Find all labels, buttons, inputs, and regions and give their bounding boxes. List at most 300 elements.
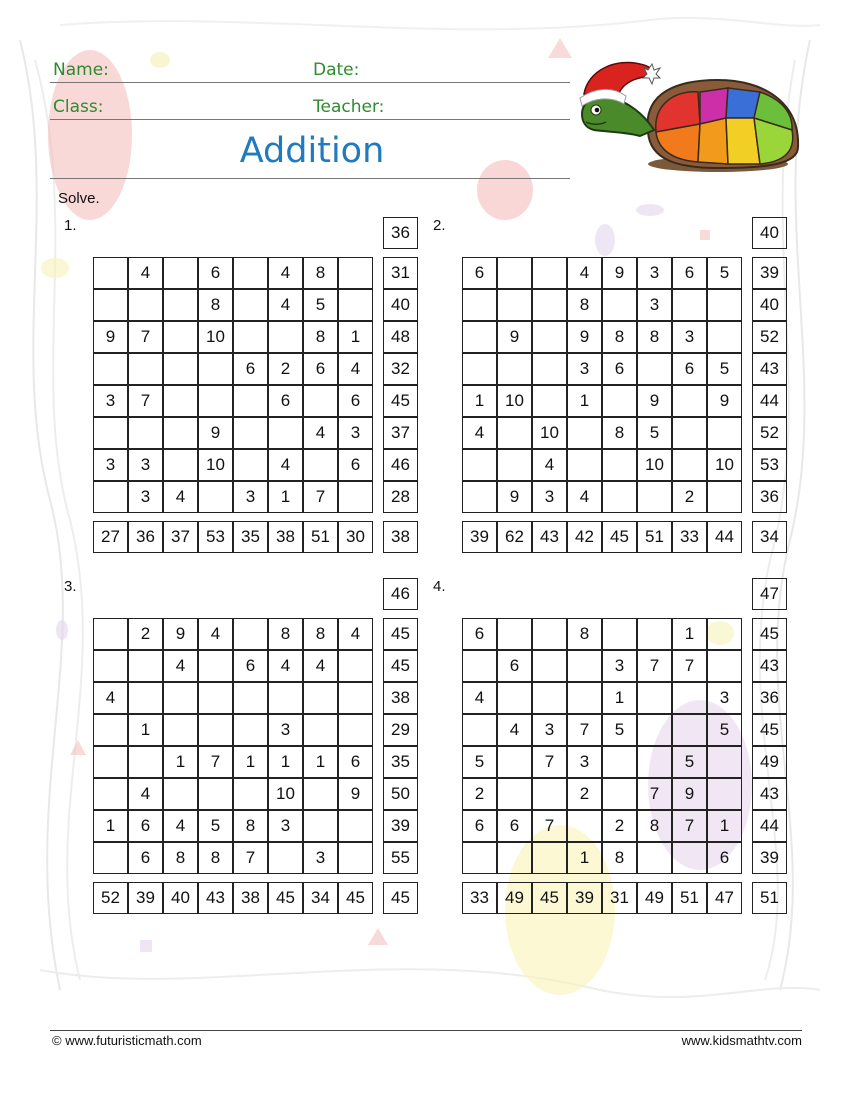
grid-cell[interactable] [602, 449, 637, 481]
grid-cell[interactable] [497, 618, 532, 650]
grid-cell[interactable] [602, 778, 637, 810]
grid-cell: 7 [303, 481, 338, 513]
grid-cell[interactable] [707, 778, 742, 810]
class-label: Class: [53, 97, 104, 117]
grid-cell[interactable] [462, 289, 497, 321]
grid-cell[interactable] [532, 257, 567, 289]
row-sum-cell: 38 [383, 682, 418, 714]
grid-cell[interactable] [637, 618, 672, 650]
grid-cell[interactable] [128, 289, 163, 321]
total-sum-cell: 45 [383, 882, 418, 914]
grid-cell[interactable] [198, 385, 233, 417]
grid-cell: 1 [163, 746, 198, 778]
grid-cell: 1 [268, 481, 303, 513]
grid-cell: 1 [707, 810, 742, 842]
grid-cell: 5 [707, 257, 742, 289]
grid-cell: 4 [163, 650, 198, 682]
grid-cell: 3 [128, 449, 163, 481]
grid-cell[interactable] [338, 257, 373, 289]
grid-cell: 5 [637, 417, 672, 449]
grid-cell: 8 [602, 417, 637, 449]
grid-cell: 7 [233, 842, 268, 874]
grid-cell[interactable] [93, 417, 128, 449]
grid-cell: 4 [462, 417, 497, 449]
grid-cell[interactable] [93, 353, 128, 385]
column-sum-cell: 62 [497, 521, 532, 553]
grid-cell: 8 [303, 618, 338, 650]
grid-cell[interactable] [233, 257, 268, 289]
grid-cell: 10 [268, 778, 303, 810]
column-sum-cell: 53 [198, 521, 233, 553]
grid-cell: 6 [268, 385, 303, 417]
column-sum-cell: 45 [338, 882, 373, 914]
date-label: Date: [313, 60, 360, 80]
grid-cell: 4 [497, 714, 532, 746]
grid-cell[interactable] [497, 353, 532, 385]
grid-cell[interactable] [637, 682, 672, 714]
column-sum-cell: 51 [672, 882, 707, 914]
grid-cell: 10 [198, 321, 233, 353]
grid-cell[interactable] [497, 449, 532, 481]
grid-cell: 4 [338, 353, 373, 385]
grid-cell[interactable] [303, 449, 338, 481]
grid-cell[interactable] [497, 257, 532, 289]
grid-cell[interactable] [93, 778, 128, 810]
grid-cell: 1 [128, 714, 163, 746]
total-sum-cell: 51 [752, 882, 787, 914]
row-sum-cell: 39 [383, 810, 418, 842]
column-sum-cell: 38 [233, 882, 268, 914]
grid-cell[interactable] [303, 682, 338, 714]
column-sum-cell: 47 [707, 882, 742, 914]
grid-cell[interactable] [602, 385, 637, 417]
grid-cell: 5 [462, 746, 497, 778]
grid-cell[interactable] [233, 321, 268, 353]
grid-cell[interactable] [672, 449, 707, 481]
grid-cell: 1 [462, 385, 497, 417]
grid-cell: 4 [567, 481, 602, 513]
grid-cell: 3 [637, 289, 672, 321]
grid-cell[interactable] [637, 746, 672, 778]
grid-cell[interactable] [163, 385, 198, 417]
grid-cell: 7 [672, 650, 707, 682]
column-sum-cell: 38 [268, 521, 303, 553]
grid-cell[interactable] [198, 353, 233, 385]
grid-cell[interactable] [567, 650, 602, 682]
grid-cell: 3 [532, 714, 567, 746]
grid-cell: 1 [567, 842, 602, 874]
grid-cell[interactable] [338, 289, 373, 321]
grid-cell[interactable] [707, 417, 742, 449]
grid-cell[interactable] [462, 714, 497, 746]
column-sum-cell: 49 [497, 882, 532, 914]
row-sum-cell: 44 [752, 810, 787, 842]
grid-cell: 7 [532, 746, 567, 778]
grid-cell[interactable] [163, 682, 198, 714]
total-sum-cell: 34 [752, 521, 787, 553]
grid-cell[interactable] [128, 746, 163, 778]
grid-cell[interactable] [198, 778, 233, 810]
grid-cell: 5 [672, 746, 707, 778]
grid-cell[interactable] [532, 353, 567, 385]
grid-cell[interactable] [233, 289, 268, 321]
name-label: Name: [53, 60, 109, 80]
grid-cell: 6 [462, 618, 497, 650]
grid-cell[interactable] [303, 778, 338, 810]
grid-cell[interactable] [532, 842, 567, 874]
corner-sum-cell: 47 [752, 578, 787, 610]
grid-cell: 8 [198, 289, 233, 321]
grid-cell[interactable] [567, 810, 602, 842]
instruction-text: Solve. [58, 190, 100, 207]
grid-cell[interactable] [707, 321, 742, 353]
grid-cell: 4 [532, 449, 567, 481]
row-sum-cell: 45 [383, 650, 418, 682]
grid-cell[interactable] [462, 321, 497, 353]
grid-cell[interactable] [532, 650, 567, 682]
grid-cell: 8 [567, 289, 602, 321]
grid-cell: 9 [497, 321, 532, 353]
grid-cell[interactable] [602, 746, 637, 778]
row-sum-cell: 40 [383, 289, 418, 321]
grid-cell: 6 [128, 810, 163, 842]
grid-cell: 6 [672, 257, 707, 289]
row-sum-cell: 43 [752, 353, 787, 385]
grid-cell: 2 [268, 353, 303, 385]
grid-cell[interactable] [128, 353, 163, 385]
grid-cell[interactable] [672, 385, 707, 417]
row-sum-cell: 39 [752, 842, 787, 874]
row-sum-cell: 36 [752, 481, 787, 513]
row-sum-cell: 55 [383, 842, 418, 874]
column-sum-cell: 36 [128, 521, 163, 553]
grid-cell[interactable] [532, 618, 567, 650]
grid-cell: 1 [233, 746, 268, 778]
grid-cell: 5 [303, 289, 338, 321]
grid-cell[interactable] [497, 417, 532, 449]
grid-cell[interactable] [233, 449, 268, 481]
grid-cell[interactable] [163, 289, 198, 321]
total-sum-cell: 38 [383, 521, 418, 553]
grid-cell[interactable] [672, 289, 707, 321]
grid-cell[interactable] [233, 778, 268, 810]
grid-cell: 3 [233, 481, 268, 513]
grid-cell[interactable] [163, 714, 198, 746]
grid-cell[interactable] [462, 481, 497, 513]
column-sum-cell: 43 [532, 521, 567, 553]
grid-cell: 4 [268, 449, 303, 481]
grid-cell[interactable] [672, 682, 707, 714]
grid-cell: 10 [532, 417, 567, 449]
column-sum-cell: 43 [198, 882, 233, 914]
teacher-label: Teacher: [313, 97, 385, 117]
row-sum-cell: 52 [752, 417, 787, 449]
grid-cell[interactable] [268, 321, 303, 353]
grid-cell: 6 [707, 842, 742, 874]
grid-cell: 6 [672, 353, 707, 385]
row-sum-cell: 28 [383, 481, 418, 513]
column-sum-cell: 33 [672, 521, 707, 553]
grid-cell: 7 [672, 810, 707, 842]
grid-cell: 4 [163, 810, 198, 842]
grid-cell: 4 [198, 618, 233, 650]
grid-cell: 9 [497, 481, 532, 513]
grid-cell[interactable] [567, 449, 602, 481]
grid-cell[interactable] [93, 746, 128, 778]
row-sum-cell: 50 [383, 778, 418, 810]
grid-cell[interactable] [707, 746, 742, 778]
grid-cell[interactable] [497, 778, 532, 810]
row-sum-cell: 43 [752, 778, 787, 810]
grid-cell: 6 [497, 810, 532, 842]
column-sum-cell: 45 [602, 521, 637, 553]
grid-cell[interactable] [268, 417, 303, 449]
grid-cell[interactable] [93, 289, 128, 321]
grid-cell: 2 [567, 778, 602, 810]
grid-cell: 8 [637, 810, 672, 842]
grid-cell[interactable] [303, 714, 338, 746]
grid-cell[interactable] [672, 714, 707, 746]
grid-cell: 6 [198, 257, 233, 289]
grid-cell[interactable] [672, 842, 707, 874]
grid-cell[interactable] [338, 650, 373, 682]
problem-number: 2. [433, 217, 446, 234]
row-sum-cell: 45 [383, 385, 418, 417]
column-sum-cell: 39 [128, 882, 163, 914]
row-sum-cell: 32 [383, 353, 418, 385]
problem-number: 4. [433, 578, 446, 595]
grid-cell: 2 [672, 481, 707, 513]
grid-cell[interactable] [637, 842, 672, 874]
grid-cell[interactable] [338, 810, 373, 842]
grid-cell: 4 [128, 778, 163, 810]
grid-cell[interactable] [532, 385, 567, 417]
grid-cell[interactable] [497, 746, 532, 778]
grid-cell[interactable] [233, 714, 268, 746]
row-sum-cell: 48 [383, 321, 418, 353]
grid-cell: 10 [497, 385, 532, 417]
grid-cell: 3 [128, 481, 163, 513]
grid-cell: 1 [602, 682, 637, 714]
grid-cell: 1 [567, 385, 602, 417]
grid-cell[interactable] [532, 682, 567, 714]
corner-sum-cell: 36 [383, 217, 418, 249]
grid-cell: 2 [128, 618, 163, 650]
grid-cell[interactable] [567, 417, 602, 449]
grid-cell: 1 [93, 810, 128, 842]
grid-cell[interactable] [602, 618, 637, 650]
grid-cell: 8 [602, 321, 637, 353]
grid-cell: 9 [93, 321, 128, 353]
column-sum-cell: 34 [303, 882, 338, 914]
grid-cell[interactable] [462, 842, 497, 874]
grid-cell[interactable] [707, 289, 742, 321]
column-sum-cell: 27 [93, 521, 128, 553]
grid-cell: 8 [268, 618, 303, 650]
grid-cell: 7 [637, 650, 672, 682]
grid-cell: 8 [233, 810, 268, 842]
grid-cell[interactable] [637, 481, 672, 513]
column-sum-cell: 42 [567, 521, 602, 553]
grid-cell[interactable] [163, 321, 198, 353]
column-sum-cell: 33 [462, 882, 497, 914]
grid-cell[interactable] [338, 714, 373, 746]
grid-cell[interactable] [497, 289, 532, 321]
grid-cell: 9 [338, 778, 373, 810]
grid-cell[interactable] [303, 810, 338, 842]
grid-cell[interactable] [462, 353, 497, 385]
grid-cell[interactable] [268, 842, 303, 874]
grid-cell[interactable] [602, 289, 637, 321]
row-sum-cell: 43 [752, 650, 787, 682]
grid-cell: 3 [532, 481, 567, 513]
grid-cell[interactable] [268, 682, 303, 714]
grid-cell[interactable] [532, 289, 567, 321]
grid-cell[interactable] [707, 481, 742, 513]
grid-cell[interactable] [233, 682, 268, 714]
grid-cell: 3 [268, 810, 303, 842]
grid-cell[interactable] [198, 714, 233, 746]
grid-cell: 4 [268, 289, 303, 321]
grid-cell: 1 [268, 746, 303, 778]
row-sum-cell: 49 [752, 746, 787, 778]
grid-cell: 8 [602, 842, 637, 874]
grid-cell: 4 [338, 618, 373, 650]
grid-cell[interactable] [497, 842, 532, 874]
grid-cell[interactable] [93, 650, 128, 682]
grid-cell: 6 [497, 650, 532, 682]
grid-cell: 5 [602, 714, 637, 746]
grid-cell[interactable] [672, 417, 707, 449]
grid-cell[interactable] [233, 618, 268, 650]
grid-cell[interactable] [233, 385, 268, 417]
row-sum-cell: 45 [752, 618, 787, 650]
grid-cell: 2 [602, 810, 637, 842]
grid-cell: 8 [198, 842, 233, 874]
grid-cell: 8 [163, 842, 198, 874]
grid-cell[interactable] [532, 321, 567, 353]
grid-cell[interactable] [93, 481, 128, 513]
grid-cell[interactable] [163, 353, 198, 385]
grid-cell[interactable] [163, 449, 198, 481]
grid-cell[interactable] [93, 257, 128, 289]
column-sum-cell: 52 [93, 882, 128, 914]
grid-cell[interactable] [462, 449, 497, 481]
row-sum-cell: 45 [383, 618, 418, 650]
grid-cell: 3 [303, 842, 338, 874]
grid-cell[interactable] [707, 650, 742, 682]
row-sum-cell: 37 [383, 417, 418, 449]
grid-cell: 5 [198, 810, 233, 842]
grid-cell[interactable] [338, 481, 373, 513]
grid-cell[interactable] [163, 417, 198, 449]
grid-cell[interactable] [338, 682, 373, 714]
grid-cell[interactable] [128, 650, 163, 682]
grid-cell: 6 [233, 650, 268, 682]
grid-cell: 4 [268, 257, 303, 289]
grid-cell[interactable] [637, 714, 672, 746]
footer-right-link[interactable]: www.kidsmathtv.com [681, 1033, 802, 1048]
grid-cell[interactable] [128, 682, 163, 714]
grid-cell[interactable] [93, 618, 128, 650]
grid-cell: 5 [707, 353, 742, 385]
grid-cell[interactable] [233, 417, 268, 449]
grid-cell[interactable] [128, 417, 163, 449]
row-sum-cell: 36 [752, 682, 787, 714]
column-sum-cell: 44 [707, 521, 742, 553]
grid-cell[interactable] [532, 778, 567, 810]
grid-cell: 4 [93, 682, 128, 714]
column-sum-cell: 31 [602, 882, 637, 914]
grid-cell[interactable] [637, 353, 672, 385]
grid-cell: 9 [198, 417, 233, 449]
grid-cell: 1 [338, 321, 373, 353]
grid-cell[interactable] [163, 778, 198, 810]
grid-cell: 6 [462, 810, 497, 842]
row-sum-cell: 39 [752, 257, 787, 289]
row-sum-cell: 46 [383, 449, 418, 481]
grid-cell: 8 [303, 321, 338, 353]
grid-cell[interactable] [462, 650, 497, 682]
grid-cell: 9 [637, 385, 672, 417]
grid-cell: 3 [268, 714, 303, 746]
grid-cell[interactable] [93, 842, 128, 874]
grid-cell[interactable] [567, 682, 602, 714]
column-sum-cell: 49 [637, 882, 672, 914]
grid-cell[interactable] [303, 385, 338, 417]
grid-cell: 7 [567, 714, 602, 746]
grid-cell: 4 [303, 417, 338, 449]
grid-cell: 4 [567, 257, 602, 289]
grid-cell: 3 [567, 746, 602, 778]
grid-cell[interactable] [497, 682, 532, 714]
grid-cell: 8 [637, 321, 672, 353]
grid-cell: 6 [338, 449, 373, 481]
row-sum-cell: 53 [752, 449, 787, 481]
grid-cell[interactable] [602, 481, 637, 513]
page-title: Addition [239, 131, 385, 171]
grid-cell: 9 [567, 321, 602, 353]
grid-cell: 10 [198, 449, 233, 481]
grid-cell: 9 [163, 618, 198, 650]
grid-cell[interactable] [163, 257, 198, 289]
grid-cell[interactable] [338, 842, 373, 874]
grid-cell[interactable] [93, 714, 128, 746]
grid-cell[interactable] [198, 650, 233, 682]
grid-cell: 3 [707, 682, 742, 714]
footer-left-link[interactable]: © www.futuristicmath.com [52, 1033, 202, 1048]
grid-cell[interactable] [707, 618, 742, 650]
row-sum-cell: 44 [752, 385, 787, 417]
grid-cell: 4 [268, 650, 303, 682]
row-sum-cell: 52 [752, 321, 787, 353]
corner-sum-cell: 46 [383, 578, 418, 610]
problem-number: 3. [64, 578, 77, 595]
grid-cell: 3 [567, 353, 602, 385]
grid-cell: 7 [532, 810, 567, 842]
grid-cell: 4 [163, 481, 198, 513]
grid-cell[interactable] [198, 481, 233, 513]
row-sum-cell: 31 [383, 257, 418, 289]
grid-cell: 4 [303, 650, 338, 682]
grid-cell: 6 [602, 353, 637, 385]
grid-cell: 3 [637, 257, 672, 289]
column-sum-cell: 39 [462, 521, 497, 553]
grid-cell: 3 [93, 385, 128, 417]
grid-cell: 1 [303, 746, 338, 778]
grid-cell[interactable] [198, 682, 233, 714]
grid-cell: 1 [672, 618, 707, 650]
